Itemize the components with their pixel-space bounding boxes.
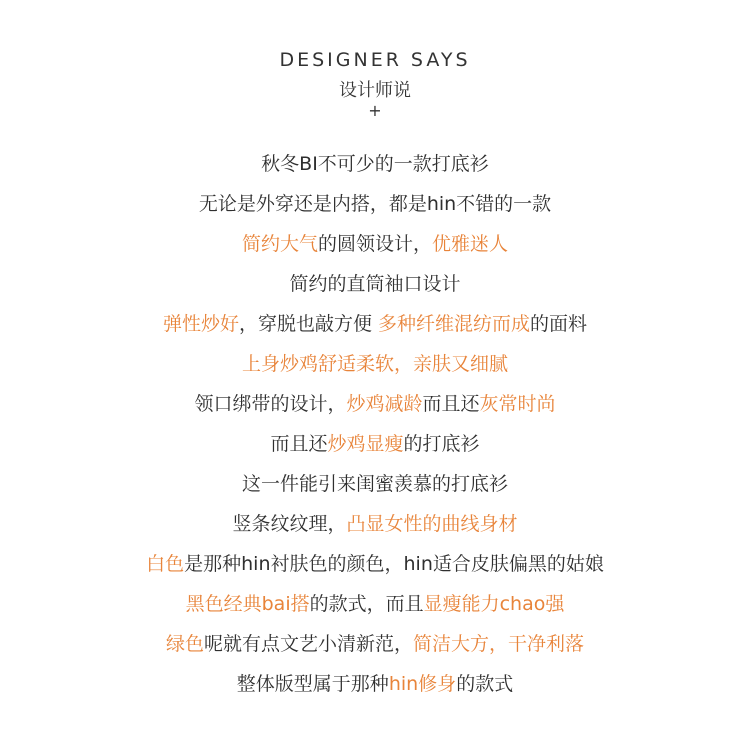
highlight-text: 炒鸡显瘦 bbox=[327, 433, 404, 455]
highlight-text: 炒鸡减龄 bbox=[346, 393, 423, 415]
body-text: 而且还 bbox=[270, 433, 328, 455]
body-text: ，穿脱也敲方便 bbox=[238, 313, 379, 335]
highlight-text: 简约大气 bbox=[241, 233, 318, 255]
body-text: 领口绑带的设计， bbox=[194, 393, 347, 415]
description-line bbox=[0, 224, 750, 264]
body-text: 的打底衫 bbox=[403, 433, 480, 455]
description-line bbox=[0, 424, 750, 464]
description-lines bbox=[0, 144, 750, 704]
body-text: 而且还 bbox=[422, 393, 480, 415]
highlight-text: 简洁大方，干净利落 bbox=[413, 633, 585, 655]
highlight-text: 凸显女性的曲线身材 bbox=[346, 513, 518, 535]
description-line bbox=[0, 464, 750, 504]
highlight-text: hin修身 bbox=[388, 673, 457, 695]
body-text: 整体版型属于那种 bbox=[236, 673, 389, 695]
body-text: 竖条纹纹理， bbox=[232, 513, 347, 535]
body-text: 的面料 bbox=[530, 313, 588, 335]
highlight-text: 优雅迷人 bbox=[432, 233, 509, 255]
highlight-text: 灰常时尚 bbox=[479, 393, 556, 415]
body-text: 呢就有点文艺小清新范， bbox=[203, 633, 413, 655]
description-line bbox=[0, 304, 750, 344]
highlight-text: 白色 bbox=[146, 553, 185, 575]
description-line bbox=[0, 344, 750, 384]
description-line bbox=[0, 504, 750, 544]
description-line bbox=[0, 584, 750, 624]
body-text: 简约的直筒袖口设计 bbox=[289, 273, 461, 295]
section-title-english: DESIGNER SAYS bbox=[279, 49, 471, 71]
body-text: 是那种hin衬肤色的颜色，hin适合皮肤偏黑的姑娘 bbox=[184, 553, 604, 575]
description-line bbox=[0, 384, 750, 424]
description-line bbox=[0, 264, 750, 304]
highlight-text: 上身炒鸡舒适柔软，亲肤又细腻 bbox=[241, 353, 508, 375]
description-line bbox=[0, 144, 750, 184]
highlight-text: 多种纤维混纺而成 bbox=[378, 313, 531, 335]
highlight-text: 显瘦能力chao强 bbox=[423, 593, 565, 615]
description-line bbox=[0, 184, 750, 224]
highlight-text: 黑色经典bai搭 bbox=[185, 593, 310, 615]
highlight-text: 弹性炒好 bbox=[162, 313, 239, 335]
description-line bbox=[0, 624, 750, 664]
section-title-chinese: 设计师说 bbox=[339, 80, 411, 101]
plus-divider-icon: + bbox=[368, 101, 382, 120]
body-text: 的款式 bbox=[456, 673, 514, 695]
body-text: 的款式，而且 bbox=[309, 593, 424, 615]
description-line bbox=[0, 664, 750, 704]
body-text: 秋冬BI不可少的一款打底衫 bbox=[261, 153, 489, 175]
body-text: 的圆领设计， bbox=[317, 233, 432, 255]
body-text: 这一件能引来闺蜜羡慕的打底衫 bbox=[241, 473, 508, 495]
description-line bbox=[0, 544, 750, 584]
body-text: 无论是外穿还是内搭，都是hin不错的一款 bbox=[198, 193, 552, 215]
highlight-text: 绿色 bbox=[165, 633, 204, 655]
